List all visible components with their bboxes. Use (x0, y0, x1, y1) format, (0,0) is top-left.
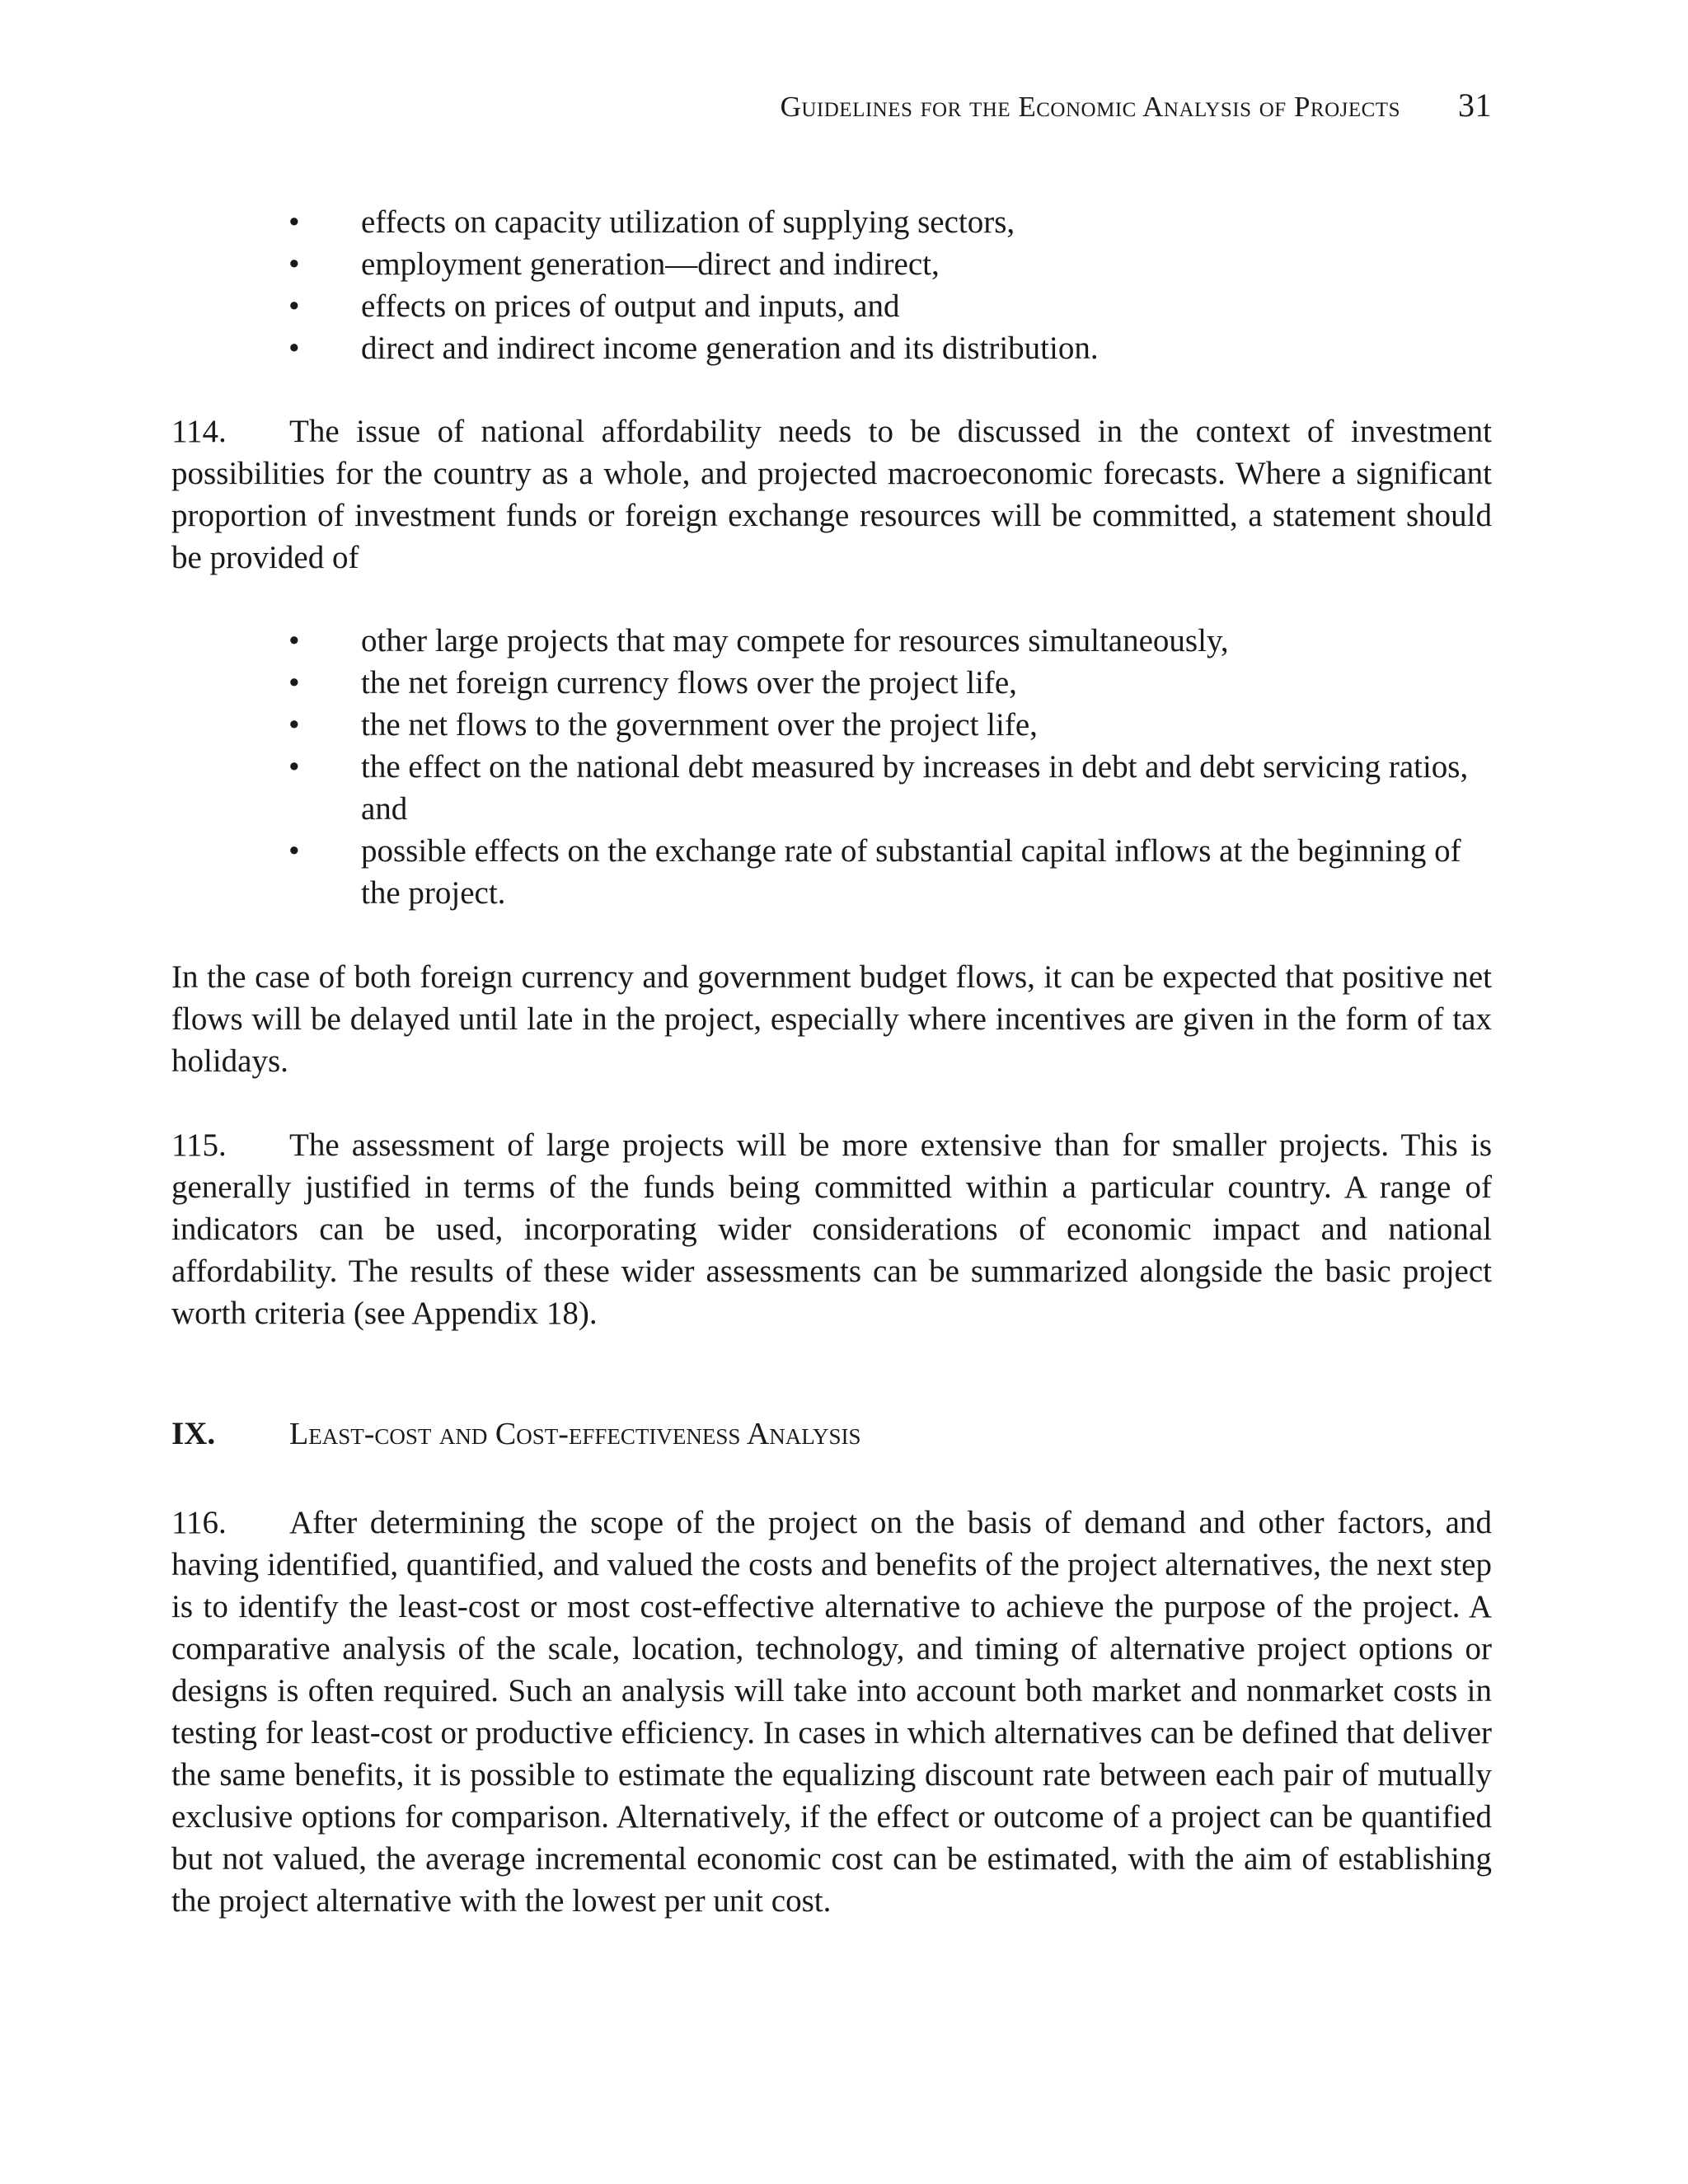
list-item-text: employment generation—direct and indirect, (361, 246, 940, 282)
list-item (171, 746, 1492, 830)
list-item (171, 285, 1492, 327)
list-item-text: the net flows to the government over the project life, (361, 707, 1038, 743)
bullet-list-114 (171, 620, 1492, 914)
list-item-text: possible effects on the exchange rate of substantial capital inflows at the beginning of the project. (361, 833, 1461, 911)
bullet-icon: • (288, 288, 300, 324)
bullet-icon: • (288, 665, 300, 701)
list-item-text: direct and indirect income generation and its distribution. (361, 330, 1099, 366)
bullet-icon: • (288, 749, 300, 785)
list-item (171, 830, 1492, 914)
paragraph-number: 116. (171, 1505, 227, 1540)
running-header (781, 86, 1492, 124)
header-title: Guidelines for the Economic Analysis of Projects (780, 91, 1400, 123)
paragraph-114 (171, 410, 1492, 579)
list-item-text: effects on capacity utilization of supplying sectors, (361, 204, 1015, 240)
list-item (171, 327, 1492, 369)
paragraph-115 (171, 1124, 1492, 1334)
bullet-list-top (171, 201, 1492, 369)
paragraph-114-continued (171, 956, 1492, 1082)
bullet-icon: • (288, 833, 300, 869)
list-item-text: the net foreign currency flows over the project life, (361, 665, 1017, 701)
paragraph-text: The assessment of large projects will be more extensive than for smaller projects. This is generally justified in terms of the funds being committed within a particular country. A range of indicators can be used, incorporating wider considerations of economic impact and national affordability. The results of these wider assessments can be summarized alongside the basic project worth criteria (see Appendix 18). (171, 1127, 1492, 1331)
section-title: Least-cost and Cost-effectiveness Analysis (289, 1417, 861, 1451)
list-item (171, 704, 1492, 746)
section-number: IX. (171, 1416, 216, 1451)
section-heading (171, 1413, 1492, 1455)
paragraph-text: In the case of both foreign currency and government budget flows, it can be expected that positive net flows will be delayed until late in the project, especially where incentives are given in the form of tax holidays. (171, 959, 1492, 1079)
list-item (171, 620, 1492, 662)
list-item-text: other large projects that may compete for resources simultaneously, (361, 623, 1229, 658)
bullet-icon: • (288, 330, 300, 366)
list-item-text: effects on prices of output and inputs, and (361, 288, 900, 324)
bullet-icon: • (288, 623, 300, 658)
bullet-icon: • (288, 204, 300, 240)
paragraph-text: The issue of national affordability needs to be discussed in the context of investment possibilities for the country as a whole, and projected macroeconomic forecasts. Where a significant proportion of investment funds or foreign exchange resources will be committed, a statement should be provided of (171, 414, 1492, 575)
bullet-icon: • (288, 246, 300, 282)
list-item (171, 662, 1492, 704)
list-item (171, 243, 1492, 285)
paragraph-116 (171, 1502, 1492, 1922)
paragraph-number: 114. (171, 414, 227, 449)
list-item (171, 201, 1492, 243)
list-item-text: the effect on the national debt measured by increases in debt and debt servicing ratios, and (361, 749, 1469, 827)
paragraph-text: After determining the scope of the project on the basis of demand and other factors, and having identified, quantified, and valued the costs and benefits of the project alternatives, the next step is to identify the least-cost or most cost-effective alternative to achieve the purpose of the project. A comparative analysis of the scale, location, technology, and timing of alternative project options or designs is often required. Such an analysis will take into account both market and nonmarket costs in testing for least-cost or productive efficiency. In cases in which alternatives can be defined that deliver the same benefits, it is possible to estimate the equalizing discount rate between each pair of mutually exclusive options for comparison. Alternatively, if the effect or outcome of a project can be quantified but not valued, the average incremental economic cost can be estimated, with the aim of establishing the project alternative with the lowest per unit cost. (171, 1505, 1492, 1919)
page-number: 31 (1458, 87, 1492, 124)
paragraph-number: 115. (171, 1127, 227, 1163)
bullet-icon: • (288, 707, 300, 743)
